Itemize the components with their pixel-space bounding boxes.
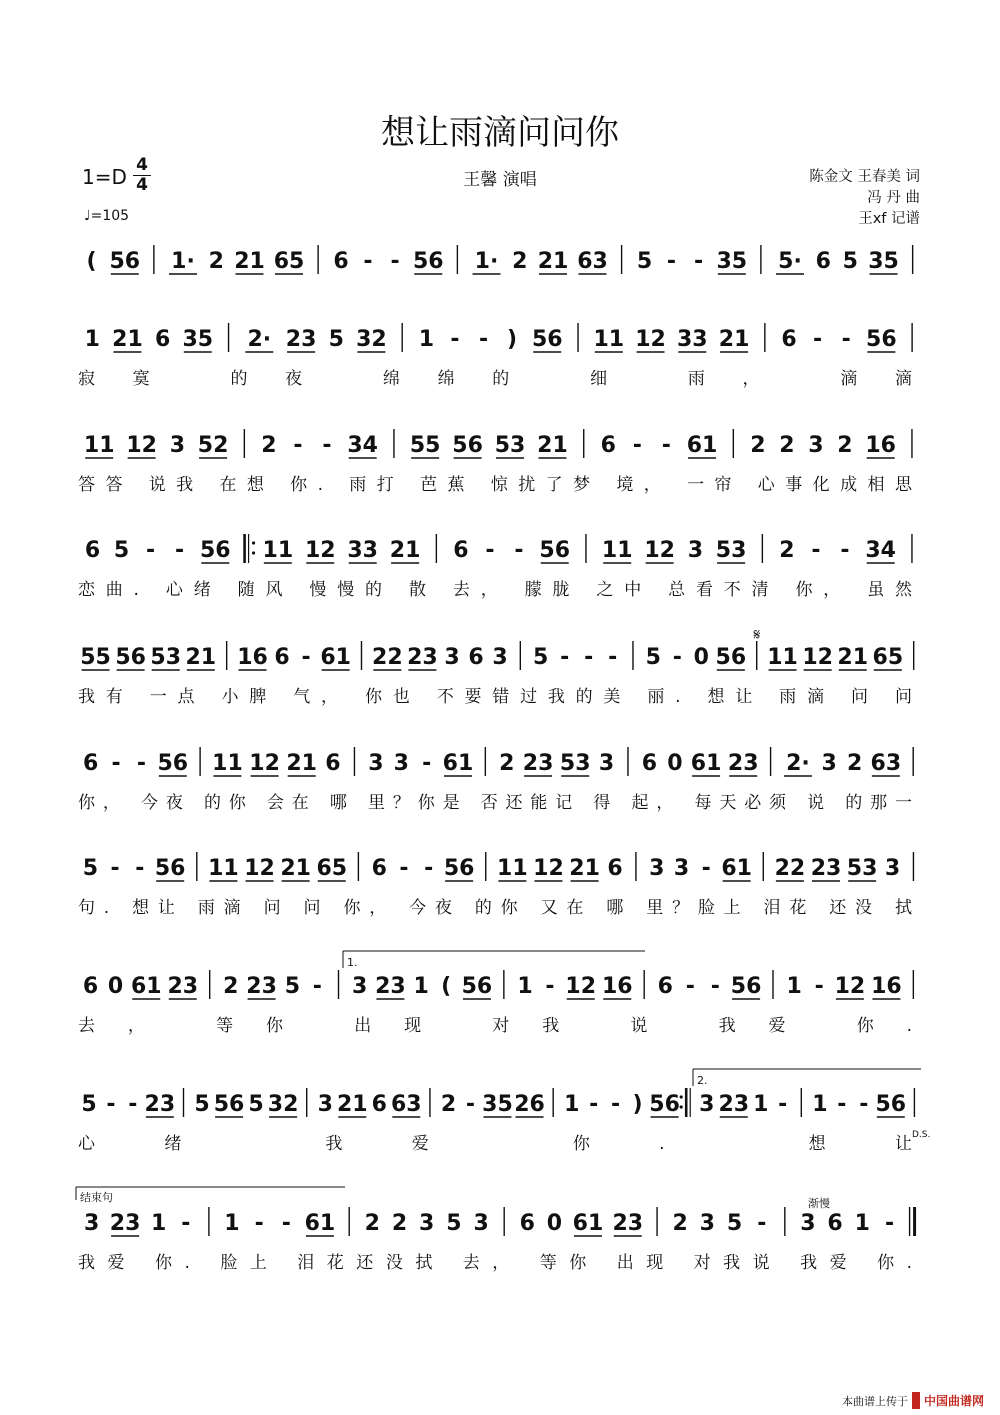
note-glyph: - xyxy=(145,538,156,563)
note-glyph: - xyxy=(111,751,121,776)
note-glyph: 56 xyxy=(213,1092,245,1117)
note-glyph: 5 xyxy=(113,538,130,563)
note-glyph: 11 xyxy=(262,538,294,563)
note-glyph: - xyxy=(710,974,720,999)
dal-segno-label: D.S. xyxy=(912,1130,931,1140)
note-glyph: 12 xyxy=(249,751,280,776)
note-glyph: 1 xyxy=(150,1211,167,1236)
note-glyph: - xyxy=(608,645,618,670)
note-glyph: 1 xyxy=(786,974,802,999)
note-glyph: 2 xyxy=(391,1211,408,1236)
note-glyph: - xyxy=(175,538,185,563)
note-glyph: 61 xyxy=(721,856,752,881)
composer-credit: 冯 丹 曲 xyxy=(867,190,920,206)
note-glyph: 16 xyxy=(871,974,902,999)
time-signature-bottom: 4 xyxy=(133,175,151,195)
note-glyph: 6 xyxy=(519,1211,535,1236)
note-glyph: 21 xyxy=(537,249,569,274)
note-glyph: 5 xyxy=(328,327,344,352)
note-glyph: - xyxy=(701,856,711,881)
note-glyph: 6 xyxy=(815,249,831,274)
note-glyph: 56 xyxy=(531,327,563,352)
note-glyph: 12 xyxy=(126,433,157,458)
note-glyph: 3 xyxy=(649,856,665,881)
note-glyph: 2 xyxy=(512,249,528,274)
note-glyph: 21 xyxy=(569,856,600,881)
note-glyph: 53 xyxy=(494,433,526,458)
note-glyph: 1 xyxy=(224,1211,240,1236)
note-glyph: 61 xyxy=(320,645,351,670)
note-glyph: 23 xyxy=(718,1092,750,1117)
note-glyph: 2 xyxy=(223,974,239,999)
note-glyph: - xyxy=(181,1211,191,1236)
note-glyph: 5 xyxy=(842,249,858,274)
lyric-line: 句. 想让 雨滴 问 问 你， 今夜 的你 又在 哪 里？脸上 泪花 还没 拭 xyxy=(78,898,912,918)
note-glyph: 56 xyxy=(730,974,762,999)
note-glyph: 34 xyxy=(347,433,378,458)
note-glyph: - xyxy=(814,974,824,999)
note-glyph: - xyxy=(545,974,555,999)
note-glyph: 3 xyxy=(800,1211,816,1236)
note-glyph: - xyxy=(254,1211,264,1236)
note-glyph: 2 xyxy=(364,1211,380,1236)
note-glyph: 6 xyxy=(333,249,349,274)
note-glyph: - xyxy=(693,249,704,274)
note-glyph: 0 xyxy=(107,974,124,999)
note-glyph: 12 xyxy=(644,538,675,563)
note-glyph: - xyxy=(424,856,434,881)
song-title: 想让雨滴问问你 xyxy=(381,113,619,153)
note-glyph: 5 xyxy=(81,1092,97,1117)
note-glyph: 12 xyxy=(304,538,336,563)
note-glyph: 12 xyxy=(533,856,564,881)
note-glyph: 21 xyxy=(280,856,311,881)
note-glyph: 65 xyxy=(316,856,348,881)
note-glyph: 53 xyxy=(715,538,747,563)
note-glyph: 55 xyxy=(409,433,441,458)
note-glyph: 3 xyxy=(492,645,508,670)
note-glyph: - xyxy=(813,327,823,352)
note-glyph: - xyxy=(840,538,850,563)
note-glyph: 61 xyxy=(690,751,722,776)
note-glyph: - xyxy=(450,327,460,352)
note-glyph: - xyxy=(293,433,303,458)
note-glyph: 21 xyxy=(837,645,869,670)
note-glyph: 6 xyxy=(600,433,616,458)
note-glyph: 56 xyxy=(539,538,571,563)
note-glyph: ( xyxy=(86,249,97,274)
note-glyph: 33 xyxy=(677,327,708,352)
note-glyph: 23 xyxy=(144,1092,176,1117)
note-glyph: ) xyxy=(507,327,518,352)
note-glyph: 21 xyxy=(718,327,750,352)
lyric-line: 心绪 我爱 你. 想让 xyxy=(78,1134,913,1154)
quarter-note-icon: ♩ xyxy=(84,208,91,224)
note-glyph: - xyxy=(312,974,322,999)
note-glyph: - xyxy=(685,974,695,999)
note-glyph: 3 xyxy=(83,1211,100,1236)
note-glyph: 2· xyxy=(247,327,272,352)
note-glyph: 6 xyxy=(641,751,658,776)
note-glyph: 5 xyxy=(248,1092,264,1117)
note-glyph: 23 xyxy=(810,856,842,881)
note-glyph: - xyxy=(811,538,821,563)
note-glyph: 3 xyxy=(808,433,824,458)
note-glyph: 16 xyxy=(601,974,633,999)
ending-label: 结束句 xyxy=(80,1191,113,1204)
note-glyph: 5· xyxy=(778,249,802,274)
note-glyph: 3 xyxy=(473,1211,489,1236)
note-glyph: 56 xyxy=(649,1092,680,1117)
note-glyph: 6 xyxy=(371,856,387,881)
note-glyph: 1· xyxy=(171,249,195,274)
note-glyph: - xyxy=(485,538,495,563)
note-glyph: - xyxy=(135,856,145,881)
note-glyph: 35 xyxy=(868,249,899,274)
note-glyph: 0 xyxy=(546,1211,563,1236)
note-glyph: 23 xyxy=(375,974,406,999)
note-glyph: - xyxy=(757,1211,767,1236)
key-signature: 1=D xyxy=(82,165,127,189)
note-glyph: - xyxy=(136,751,147,776)
note-glyph: 53 xyxy=(150,645,182,670)
transcriber-credit: 王xf 记谱 xyxy=(858,211,920,227)
note-glyph: - xyxy=(611,1092,621,1117)
note-glyph: 56 xyxy=(157,751,189,776)
note-glyph: 23 xyxy=(285,327,317,352)
note-glyph: 5 xyxy=(726,1211,743,1236)
note-glyph: 63 xyxy=(391,1092,422,1117)
note-glyph: - xyxy=(859,1092,869,1117)
note-glyph: 3 xyxy=(444,645,460,670)
note-glyph: 1 xyxy=(854,1211,870,1236)
note-glyph: - xyxy=(560,645,570,670)
note-glyph: 53 xyxy=(846,856,878,881)
note-glyph: 63 xyxy=(577,249,608,274)
repeat-dot xyxy=(252,551,255,554)
note-glyph: 35 xyxy=(482,1092,513,1117)
note-glyph: 61 xyxy=(442,751,474,776)
note-glyph: 2 xyxy=(846,751,863,776)
note-glyph: 12 xyxy=(834,974,866,999)
note-glyph: 6 xyxy=(781,327,797,352)
note-glyph: 21 xyxy=(389,538,421,563)
segno-icon: 𝄋 xyxy=(753,625,761,644)
note-glyph: 22 xyxy=(372,645,403,670)
note-glyph: ) xyxy=(632,1092,643,1117)
note-glyph: 5 xyxy=(194,1092,210,1117)
note-glyph: 32 xyxy=(267,1092,299,1117)
note-glyph: 11 xyxy=(83,433,115,458)
note-glyph: 2 xyxy=(750,433,766,458)
note-glyph: 3 xyxy=(368,751,384,776)
note-glyph: 56 xyxy=(115,645,146,670)
note-glyph: 1· xyxy=(474,249,499,274)
note-glyph: 1 xyxy=(84,327,100,352)
note-glyph: 3 xyxy=(699,1092,715,1117)
note-glyph: 5 xyxy=(636,249,653,274)
lyric-line: 寂寞 的夜 绵绵的 细 雨， 滴滴 xyxy=(78,369,912,389)
note-glyph: 23 xyxy=(727,751,759,776)
note-glyph: 65 xyxy=(872,645,904,670)
note-glyph: 16 xyxy=(237,645,268,670)
note-glyph: 56 xyxy=(715,645,747,670)
note-glyph: 56 xyxy=(412,249,444,274)
note-glyph: 21 xyxy=(336,1092,368,1117)
note-glyph: 53 xyxy=(559,751,591,776)
note-glyph: 3 xyxy=(598,751,615,776)
lyricist-credit: 陈金文 王春美 词 xyxy=(809,169,920,185)
note-glyph: 65 xyxy=(273,249,305,274)
note-glyph: 56 xyxy=(200,538,231,563)
note-glyph: - xyxy=(778,1092,788,1117)
note-glyph: - xyxy=(110,856,120,881)
note-glyph: 12 xyxy=(635,327,666,352)
repeat-dot xyxy=(680,1105,683,1108)
note-glyph: 3 xyxy=(884,856,901,881)
time-signature-top: 4 xyxy=(136,155,148,175)
note-glyph: - xyxy=(584,645,594,670)
note-glyph: 35 xyxy=(182,327,214,352)
note-glyph: 61 xyxy=(304,1211,336,1236)
note-glyph: 2 xyxy=(837,433,853,458)
site-logo: 中国曲谱网 xyxy=(912,1392,988,1409)
note-glyph: 23 xyxy=(612,1211,644,1236)
note-glyph: 3 xyxy=(393,751,409,776)
note-glyph: 3 xyxy=(351,974,368,999)
note-glyph: - xyxy=(281,1211,291,1236)
note-glyph: 5 xyxy=(532,645,549,670)
note-glyph: - xyxy=(632,433,642,458)
note-glyph: - xyxy=(390,249,400,274)
note-glyph: 33 xyxy=(347,538,378,563)
note-glyph: 21 xyxy=(185,645,217,670)
note-glyph: 1 xyxy=(812,1092,828,1117)
note-glyph: 6 xyxy=(371,1092,387,1117)
note-glyph: 3 xyxy=(699,1211,715,1236)
note-glyph: 1 xyxy=(517,974,533,999)
note-glyph: 5 xyxy=(82,856,99,881)
lyric-line: 恋曲. 心绪 随风 慢慢的 散 去， 朦胧 之中 总看不清 你， 虽然 xyxy=(78,580,913,600)
note-glyph: 3 xyxy=(673,856,690,881)
note-glyph: 2 xyxy=(208,249,224,274)
note-glyph: 12 xyxy=(565,974,597,999)
note-glyph: - xyxy=(589,1092,599,1117)
note-glyph: 2 xyxy=(779,433,795,458)
note-glyph: 1 xyxy=(564,1092,580,1117)
note-glyph: 6 xyxy=(84,538,101,563)
note-glyph: - xyxy=(322,433,332,458)
note-glyph: 34 xyxy=(865,538,897,563)
note-glyph: 6 xyxy=(274,645,290,670)
lyric-line: 我有 一点 小脾 气， 你也 不要错过我的美 丽. 想让 雨滴 问 问 xyxy=(78,687,913,707)
footer-credit xyxy=(842,1392,988,1409)
note-glyph: 55 xyxy=(80,645,111,670)
note-glyph: 56 xyxy=(461,974,493,999)
footer-text: 本曲谱上传于 xyxy=(841,1394,908,1408)
note-glyph: 32 xyxy=(356,327,387,352)
note-glyph: 56 xyxy=(154,856,186,881)
note-glyph: 2 xyxy=(499,751,515,776)
note-glyph: 5 xyxy=(284,974,301,999)
note-glyph: ( xyxy=(441,974,452,999)
note-glyph: 6 xyxy=(154,327,171,352)
volta-2-label: 2. xyxy=(697,1074,708,1087)
note-glyph: 3 xyxy=(169,433,186,458)
note-glyph: 1 xyxy=(418,327,435,352)
singer-credit: 王馨 演唱 xyxy=(463,170,537,190)
note-glyph: 6 xyxy=(657,974,673,999)
note-glyph: 2 xyxy=(261,433,277,458)
note-glyph: - xyxy=(478,327,489,352)
note-glyph: 11 xyxy=(497,856,528,881)
note-glyph: - xyxy=(672,645,682,670)
note-glyph: 2 xyxy=(440,1092,457,1117)
note-glyph: 3 xyxy=(821,751,837,776)
note-glyph: 11 xyxy=(593,327,625,352)
note-glyph: 6 xyxy=(468,645,484,670)
note-glyph: 21 xyxy=(537,433,568,458)
note-glyph: 23 xyxy=(407,645,438,670)
note-glyph: - xyxy=(128,1092,138,1117)
note-glyph: 21 xyxy=(286,751,318,776)
note-glyph: 52 xyxy=(197,433,229,458)
lyric-line: 你， 今夜 的你 会在 哪 里？你是 否还能记 得 起， 每天必须 说 的那一 xyxy=(78,793,912,813)
note-glyph: 11 xyxy=(212,751,243,776)
tempo-value: =105 xyxy=(90,208,130,224)
ritardando-label: 渐慢 xyxy=(808,1197,830,1210)
note-glyph: 2 xyxy=(779,538,795,563)
note-glyph: - xyxy=(363,249,373,274)
note-glyph: 6 xyxy=(82,974,99,999)
note-glyph: 63 xyxy=(870,751,902,776)
note-glyph: 23 xyxy=(109,1211,141,1236)
note-glyph: 3 xyxy=(687,538,704,563)
note-glyph: - xyxy=(884,1211,895,1236)
note-glyph: 6 xyxy=(453,538,469,563)
note-glyph: - xyxy=(661,433,671,458)
note-glyph: 61 xyxy=(130,974,162,999)
note-glyph: - xyxy=(399,856,409,881)
note-glyph: 23 xyxy=(522,751,554,776)
note-glyph: 56 xyxy=(452,433,483,458)
note-glyph: 35 xyxy=(716,249,748,274)
note-glyph: 11 xyxy=(601,538,633,563)
lyric-line: 我爱 你. 脸上 泪花还没拭 去， 等你 出现 对我说 我爱 你. xyxy=(78,1253,912,1273)
note-glyph: - xyxy=(666,249,677,274)
repeat-dot xyxy=(680,1095,683,1098)
note-glyph: - xyxy=(837,1092,847,1117)
note-glyph: - xyxy=(465,1092,476,1117)
note-glyph: 5 xyxy=(645,645,661,670)
lyric-line: 去， 等你 出现 对我 说 我爱 你. xyxy=(78,1016,913,1036)
note-glyph: - xyxy=(106,1092,116,1117)
note-glyph: 23 xyxy=(246,974,277,999)
note-glyph: - xyxy=(841,327,851,352)
note-glyph: 3 xyxy=(419,1211,435,1236)
note-glyph: 56 xyxy=(109,249,141,274)
note-glyph: 3 xyxy=(317,1092,333,1117)
note-glyph: 0 xyxy=(693,645,709,670)
lyric-line: 答答 说我 在想 你. 雨打 芭蕉 惊扰了梦 境， 一帘 心事化成相思 xyxy=(78,475,912,495)
note-glyph: 1 xyxy=(413,974,429,999)
note-glyph: 26 xyxy=(514,1092,545,1117)
note-glyph: 6 xyxy=(83,751,99,776)
note-glyph: 56 xyxy=(875,1092,907,1117)
note-glyph: 2 xyxy=(672,1211,688,1236)
repeat-dot xyxy=(252,541,255,544)
note-glyph: 12 xyxy=(802,645,833,670)
note-glyph: 56 xyxy=(443,856,475,881)
volta-1-label: 1. xyxy=(347,956,358,969)
note-glyph: 1 xyxy=(753,1092,769,1117)
note-glyph: 5 xyxy=(446,1211,462,1236)
note-glyph: 61 xyxy=(686,433,718,458)
note-glyph: 11 xyxy=(767,645,798,670)
note-glyph: - xyxy=(422,751,432,776)
note-glyph: 0 xyxy=(667,751,683,776)
note-glyph: 12 xyxy=(244,856,275,881)
note-glyph: 56 xyxy=(866,327,897,352)
note-glyph: 6 xyxy=(325,751,341,776)
note-glyph: 2· xyxy=(786,751,810,776)
note-glyph: 21 xyxy=(234,249,265,274)
note-glyph: 11 xyxy=(208,856,239,881)
note-glyph: 6 xyxy=(607,856,623,881)
note-glyph: 6 xyxy=(827,1211,843,1236)
note-glyph: 21 xyxy=(112,327,143,352)
note-glyph: 22 xyxy=(774,856,806,881)
note-glyph: 23 xyxy=(167,974,199,999)
note-glyph: - xyxy=(514,538,524,563)
note-glyph: 16 xyxy=(865,433,897,458)
note-glyph: 61 xyxy=(572,1211,604,1236)
note-glyph: - xyxy=(301,645,311,670)
